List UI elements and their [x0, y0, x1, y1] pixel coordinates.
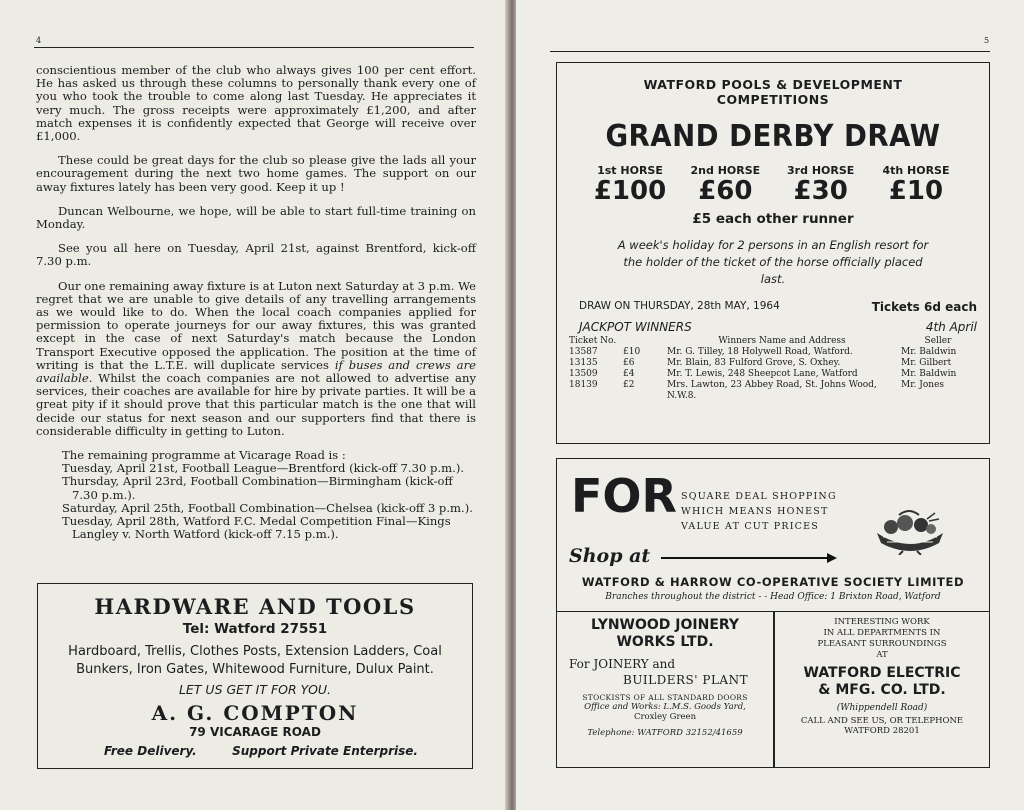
- horse-prize: [585, 164, 675, 205]
- company-address: 79 VICARAGE ROAD: [189, 725, 321, 739]
- electric-phone: WATFORD 28201: [844, 726, 920, 736]
- header-rule: [550, 51, 990, 52]
- ticket-price: Tickets 6d each: [871, 300, 977, 314]
- advert-title: HARDWARE AND TOOLS: [94, 594, 416, 619]
- seller-name: Mr. Gilbert: [901, 358, 952, 368]
- paragraph: Duncan Welbourne, we hope, will be able to start full-time training on Monday.: [36, 203, 476, 232]
- horse-prize: [776, 164, 866, 205]
- company-name: A. G. COMPTON: [151, 701, 359, 725]
- prize-amount: £100: [593, 176, 667, 206]
- lynwood-office: Office and Works: L.M.S. Goods Yard,: [584, 702, 746, 712]
- name-line: WORKS LTD.: [616, 634, 714, 650]
- text-run: Whilst the coach companies are not allowed to advertise any services, their coaches are available for hire by private parties. It will be a great pity if it should prove that this particular match is the one that will decide our status for next season and our supporters find that there is considerable difficulty in getting to Luton.: [36, 371, 476, 438]
- luton-paragraph: [36, 280, 476, 438]
- coop-advert: [556, 458, 990, 768]
- electric-name: [775, 665, 989, 699]
- draw-title: GRAND DERBY DRAW: [605, 119, 941, 154]
- advert-telephone: Tel: Watford 27551: [182, 621, 328, 637]
- support-text: Support Private Enterprise.: [232, 744, 418, 758]
- ticket-number: 13587: [569, 347, 598, 357]
- prize-amount: £30: [793, 176, 848, 206]
- winner-name: Mr. Blain, 83 Fulford Grove, S. Oxhey.: [667, 358, 841, 368]
- fixture-item: Tuesday, April 28th, Watford F.C. Medal Competition Final—Kings Langley v. North Watford (kick-off 7.15 p.m.).: [62, 514, 451, 542]
- name-line: WATFORD ELECTRIC: [803, 665, 961, 681]
- prize-amount: £60: [698, 176, 753, 206]
- shop-at-label: Shop at: [569, 545, 651, 567]
- horse-prize: [871, 164, 961, 205]
- horse-label: 2nd HORSE: [690, 164, 761, 177]
- lynwood-telephone: Telephone: WATFORD 32152/41659: [587, 728, 743, 738]
- intro-line: AT: [876, 650, 888, 660]
- table-row: [567, 358, 977, 369]
- table-row: [567, 369, 977, 380]
- prize-amount: £10: [888, 176, 944, 206]
- jackpot-title: JACKPOT WINNERS: [579, 320, 692, 334]
- free-delivery-text: Free Delivery.: [104, 744, 197, 758]
- prize-amount: £6: [623, 358, 635, 368]
- column-header: Ticket No.: [569, 336, 617, 346]
- tagline-line: SQUARE DEAL SHOPPING: [681, 491, 837, 502]
- electric-road: (Whippendell Road): [836, 703, 928, 713]
- horse-prize: [680, 164, 770, 205]
- winner-name: Mr. T. Lewis, 248 Sheepcot Lane, Watford: [667, 369, 858, 379]
- name-line: LYNWOOD JOINERY: [590, 617, 740, 633]
- jackpot-table: [567, 336, 977, 402]
- fixture-item: Thursday, April 23rd, Football Combination—Birmingham (kick-off 7.30 p.m.).: [62, 474, 453, 502]
- ticket-number: 18139: [569, 380, 598, 390]
- fruit-basket-icon: [869, 507, 951, 555]
- draw-info: [557, 300, 989, 314]
- advert-footer: [38, 744, 472, 758]
- page-number: 4: [36, 36, 42, 45]
- table-header-row: [567, 336, 977, 347]
- jackpot-header: [557, 320, 989, 334]
- left-page: [0, 0, 508, 810]
- fixture-list: [36, 449, 476, 541]
- lynwood-stockists: STOCKISTS OF ALL STANDARD DOORS: [582, 693, 748, 702]
- prize-amount: £10: [623, 347, 641, 357]
- winner-name: Mr. G. Tilley, 18 Holywell Road, Watford.: [667, 347, 853, 357]
- lynwood-name: [557, 617, 773, 651]
- horse-label: 4th HORSE: [882, 164, 950, 177]
- coop-tagline: [681, 489, 837, 534]
- header-rule: [34, 47, 474, 48]
- intro-line: IN ALL DEPARTMENTS IN: [823, 628, 941, 638]
- arrow-right-icon: [661, 551, 837, 565]
- advert-items: Hardboard, Trellis, Clothes Posts, Extension Ladders, Coal Bunkers, Iron Gates, Whitewood Furniture, Dulux Paint.: [68, 644, 442, 677]
- advert-heading: [557, 77, 989, 107]
- tagline-line: WHICH MEANS HONEST: [681, 506, 829, 517]
- text-run: Our one remaining away fixture is at Luton next Saturday at 3 p.m. We regret that we are unable to give details of any travelling arrangements as we would like to do. When the local coach companies applied for permission to operate journeys for our away fixtures, this was granted except in the case of next Saturday's match because the London Transport Executive opposed the application. The position at the time of writing is that the L.T.E. will duplicate services: [36, 278, 476, 372]
- article-text: [36, 64, 476, 542]
- lynwood-for-joinery: For JOINERY and: [569, 657, 676, 671]
- table-row: [567, 347, 977, 358]
- electric-call: CALL AND SEE US, OR TELEPHONE: [800, 716, 964, 726]
- fixture-item: Tuesday, April 21st, Football League—Brentford (kick-off 7.30 p.m.).: [62, 461, 465, 476]
- horse-prizes: [557, 164, 989, 205]
- table-row: [567, 380, 977, 402]
- lynwood-location: Croxley Green: [633, 712, 697, 722]
- intro-line: INTERESTING WORK: [834, 617, 930, 627]
- electric-intro: [775, 617, 989, 661]
- paragraph: conscientious member of the club who always gives 100 per cent effort. He has asked us through these columns to personally thank every one of you who took the trouble to come along last Tuesday. He appreciates it very much. The gross receipts were approximately £1,200, and after match expenses it is confidently expected that George will receive over £1,000.: [36, 63, 476, 144]
- programme-heading: The remaining programme at Vicarage Road is :: [62, 448, 346, 463]
- seller-name: Mr. Baldwin: [901, 347, 957, 357]
- lynwood-builders: BUILDERS' PLANT: [623, 673, 749, 687]
- winner-name: Mrs. Lawton, 23 Abbey Road, St. Johns Wood, N.W.8.: [667, 380, 877, 401]
- paragraph: See you all here on Tuesday, April 21st, against Brentford, kick-off 7.30 p.m.: [36, 241, 476, 269]
- name-line: & MFG. CO. LTD.: [818, 682, 946, 698]
- horse-label: 3rd HORSE: [787, 164, 855, 177]
- lynwood-advert: [557, 617, 773, 738]
- coop-society-name: WATFORD & HARROW CO-OPERATIVE SOCIETY LIMITED: [581, 575, 965, 589]
- column-header: Winners Name and Address: [718, 336, 846, 346]
- fixture-item: Saturday, April 25th, Football Combination—Chelsea (kick-off 3 p.m.).: [62, 500, 473, 515]
- page-number: 5: [984, 36, 990, 45]
- intro-line: PLEASANT SURROUNDINGS: [817, 639, 947, 649]
- horse-label: 1st HORSE: [597, 164, 663, 177]
- column-header: Seller: [924, 336, 952, 346]
- electric-advert: [775, 617, 989, 736]
- hardware-advert: [37, 583, 473, 769]
- italic-text-run: if buses and crews are available.: [36, 357, 476, 386]
- advert-slogan: LET US GET IT FOR YOU.: [178, 682, 332, 697]
- for-heading: FOR: [571, 469, 677, 523]
- other-runner-prize: £5 each other runner: [692, 211, 854, 227]
- heading-line: WATFORD POOLS & DEVELOPMENT: [643, 77, 903, 92]
- tagline-line: VALUE AT CUT PRICES: [681, 521, 819, 532]
- seller-name: Mr. Jones: [901, 380, 945, 390]
- heading-line: COMPETITIONS: [716, 92, 830, 107]
- ticket-number: 13135: [569, 358, 598, 368]
- prize-amount: £2: [623, 380, 635, 390]
- holiday-prize: A week's holiday for 2 persons in an English resort for the holder of the ticket of the horse officially placed last.: [617, 238, 929, 286]
- ticket-number: 13509: [569, 369, 598, 379]
- draw-date: DRAW ON THURSDAY, 28th MAY, 1964: [579, 300, 780, 312]
- derby-draw-advert: [556, 62, 990, 444]
- paragraph: These could be great days for the club so please give the lads all your encouragement during the next two home games. The support on our away fixtures lately has been very good. Keep it up !: [36, 153, 476, 194]
- prize-amount: £4: [623, 369, 635, 379]
- coop-branches: Branches throughout the district - - Head Office: 1 Brixton Road, Watford: [605, 592, 941, 602]
- seller-name: Mr. Baldwin: [901, 369, 957, 379]
- jackpot-date: 4th April: [925, 320, 977, 334]
